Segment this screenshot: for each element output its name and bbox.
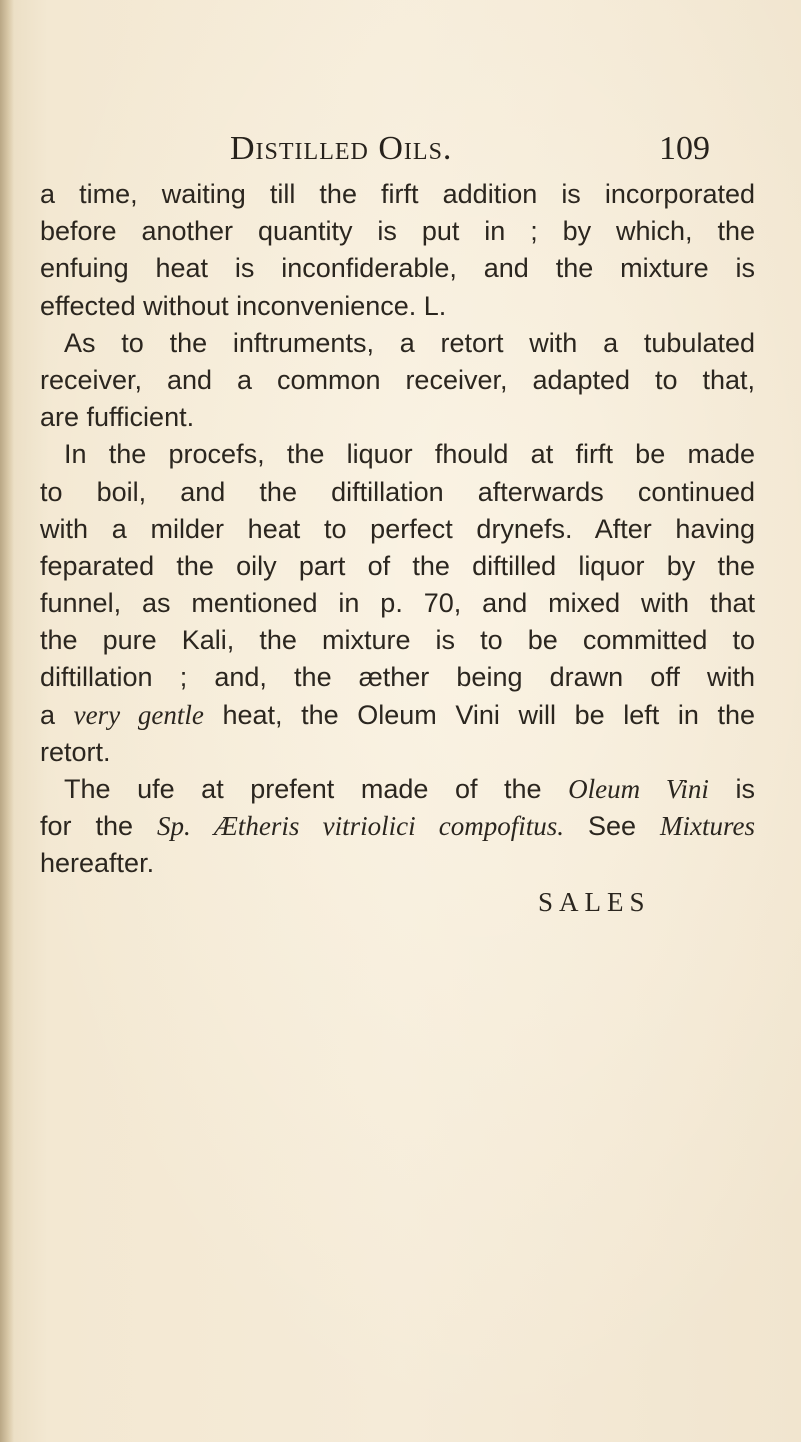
text-line: before another quantity is put in ; by which, the <box>40 216 755 247</box>
text-line: with a milder heat to perfect drynefs. After having <box>40 513 755 544</box>
text-line: feparated the oily part of the diftilled liquor by the <box>40 550 755 581</box>
text-line <box>40 771 755 808</box>
text-line: As to the inftruments, a retort with a tubulated <box>64 327 755 358</box>
text-line: funnel, as mentioned in p. 70, and mixed with that <box>40 588 755 619</box>
text-run: for the <box>40 811 157 842</box>
text-line: hereafter. <box>40 848 155 879</box>
italic-phrase: Mixtures <box>660 811 755 842</box>
italic-phrase: very gentle <box>73 699 204 730</box>
text-line: receiver, and a common receiver, adapted to that, <box>40 364 755 395</box>
text-run: heat, the Oleum Vini will be left in the <box>203 699 755 730</box>
text-run: See <box>564 811 661 842</box>
text-line: the pure Kali, the mixture is to be committed to <box>40 625 755 656</box>
italic-phrase: Oleum Vini <box>568 774 709 804</box>
text-line: to boil, and the diftillation afterwards continued <box>40 476 755 507</box>
italic-phrase: Sp. Ætheris vitriolici compofitus. <box>156 811 565 842</box>
text-run: is <box>708 774 755 804</box>
text-line <box>40 808 755 845</box>
text-line: effected without inconvenience. L. <box>40 290 447 321</box>
text-run: The ufe at prefent made of the <box>64 774 569 804</box>
running-title: Distilled Oils. <box>230 130 453 167</box>
catchword: SALES <box>538 887 651 917</box>
page-header <box>230 130 710 174</box>
text-line: enfuing heat is inconfiderable, and the mixture is <box>40 253 755 284</box>
text-line: a time, waiting till the firft addition is incorporated <box>40 179 755 209</box>
text-line: diftillation ; and, the æther being drawn off with <box>40 662 755 693</box>
text-line: retort. <box>40 736 111 767</box>
text-line: In the procefs, the liquor fhould at firft be made <box>64 439 755 470</box>
page-gutter-shadow <box>0 0 14 1442</box>
text-run: a <box>40 699 74 730</box>
text-line: are fufficient. <box>40 402 195 433</box>
text-line <box>40 697 755 734</box>
body-text <box>40 176 755 883</box>
page-number: 109 <box>659 130 710 167</box>
